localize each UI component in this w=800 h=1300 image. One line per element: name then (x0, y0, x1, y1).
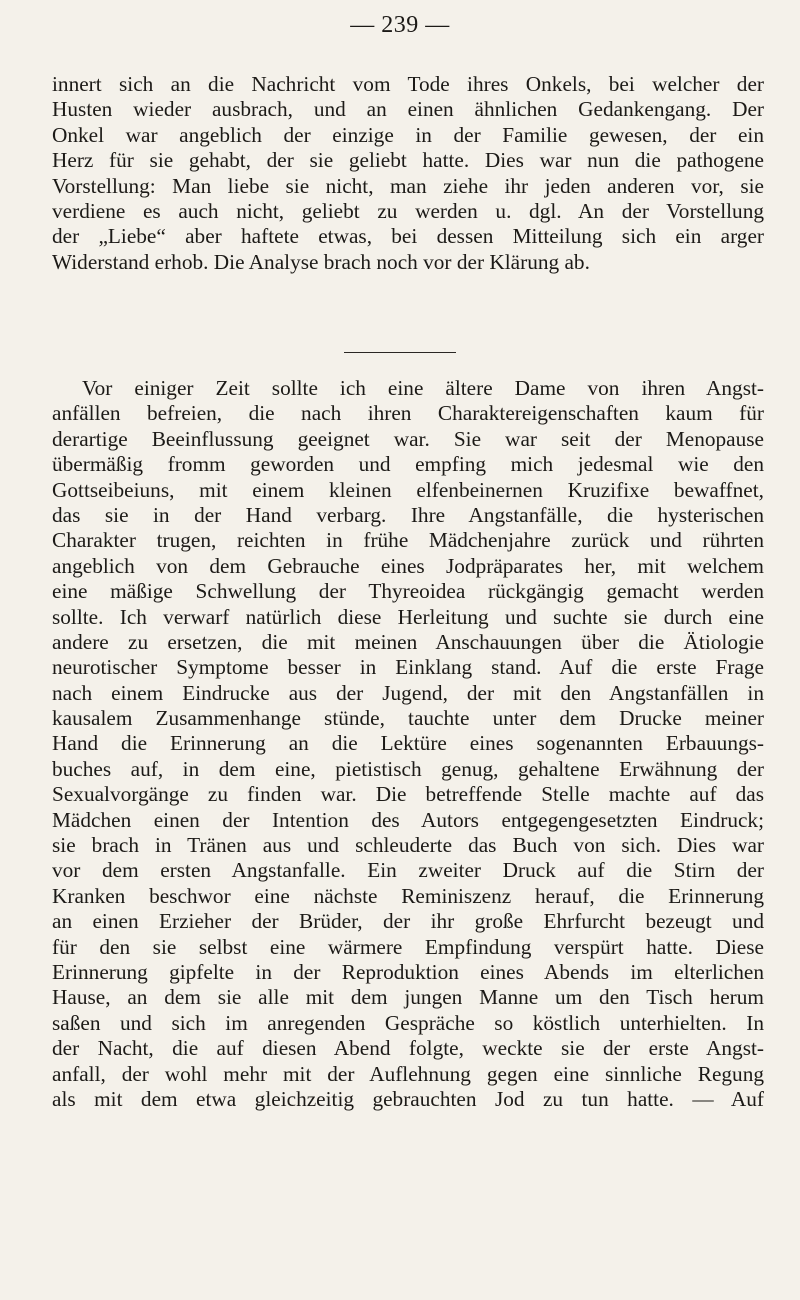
section-divider (344, 352, 456, 353)
text-line: übermäßig fromm geworden und empfing mich jedesmal wie den (52, 452, 764, 477)
page-number: — 239 — (350, 12, 450, 38)
text-line: eine mäßige Schwellung der Thyreoidea rückgängig gemacht werden (52, 579, 764, 604)
text-line: Onkel war angeblich der einzige in der Familie gewesen, der ein (52, 122, 764, 147)
text-line: Vorstellung: Man liebe sie nicht, man ziehe ihr jeden anderen vor, sie (52, 173, 764, 198)
text-line: nach einem Eindrucke aus der Jugend, der mit den Angstanfällen in (52, 680, 764, 705)
text-line: an einen Erzieher der Brüder, der ihr große Ehrfurcht bezeugt und (52, 909, 764, 934)
paragraph-1 (52, 72, 764, 275)
text-line: Erinnerung gipfelte in der Reproduktion eines Abends im elterlichen (52, 959, 764, 984)
text-line: Kranken beschwor eine nächste Reminiszenz herauf, die Erinnerung (52, 883, 764, 908)
text-line: sollte. Ich verwarf natürlich diese Herleitung und suchte sie durch eine (52, 604, 764, 629)
text-line: als mit dem etwa gleichzeitig gebrauchten Jod zu tun hatte. — Auf (52, 1086, 764, 1111)
text-line: verdiene es auch nicht, geliebt zu werden u. dgl. An der Vorstellung (52, 198, 764, 223)
paragraph-2 (52, 376, 764, 1112)
text-line: innert sich an die Nachricht vom Tode ihres Onkels, bei welcher der (52, 72, 764, 96)
text-line: andere zu ersetzen, die mit meinen Anschauungen über die Ätiologie (52, 629, 764, 654)
text-line: anfällen befreien, die nach ihren Charaktereigenschaften kaum für (52, 401, 764, 426)
text-line: Vor einiger Zeit sollte ich eine ältere Dame von ihren Angst- (82, 376, 764, 400)
text-line: der „Liebe“ aber haftete etwas, bei dessen Mitteilung sich ein arger (52, 224, 764, 249)
text-line: Hause, an dem sie alle mit dem jungen Manne um den Tisch herum (52, 985, 764, 1010)
text-line: Widerstand erhob. Die Analyse brach noch vor der Klärung ab. (52, 249, 590, 274)
text-line: derartige Beeinflussung geeignet war. Sie war seit der Menopause (52, 426, 764, 451)
text-line: Sexualvorgänge zu finden war. Die betreffende Stelle machte auf das (52, 782, 764, 807)
text-line: Husten wieder ausbrach, und an einen ähnlichen Gedankengang. Der (52, 97, 764, 122)
text-line: neurotischer Symptome besser in Einklang stand. Auf die erste Frage (52, 655, 764, 680)
text-line: Hand die Erinnerung an die Lektüre eines sogenannten Erbauungs- (52, 731, 764, 756)
text-line: kausalem Zusammenhange stünde, tauchte unter dem Drucke meiner (52, 706, 764, 731)
text-line: der Nacht, die auf diesen Abend folgte, weckte sie der erste Angst- (52, 1036, 764, 1061)
text-line: vor dem ersten Angstanfalle. Ein zweiter Druck auf die Stirn der (52, 858, 764, 883)
text-line: Gottseibeiuns, mit einem kleinen elfenbeinernen Kruzifixe bewaffnet, (52, 477, 764, 502)
text-line: Herz für sie gehabt, der sie geliebt hatte. Dies war nun die pathogene (52, 148, 764, 173)
text-line: Charakter trugen, reichten in frühe Mädchenjahre zurück und rührten (52, 528, 764, 553)
text-line: buches auf, in dem eine, pietistisch genug, gehaltene Erwähnung der (52, 756, 764, 781)
text-line: anfall, der wohl mehr mit der Auflehnung gegen eine sinnliche Regung (52, 1061, 764, 1086)
text-line: sie brach in Tränen aus und schleuderte das Buch von sich. Dies war (52, 833, 764, 858)
text-line: saßen und sich im anregenden Gespräche so köstlich unterhielten. In (52, 1010, 764, 1035)
text-line: das sie in der Hand verbarg. Ihre Angstanfälle, die hysterischen (52, 502, 764, 527)
text-line: für den sie selbst eine wärmere Empfindung verspürt hatte. Diese (52, 934, 764, 959)
text-line: Mädchen einen der Intention des Autors entgegengesetzten Eindruck; (52, 807, 764, 832)
text-line: angeblich von dem Gebrauche eines Jodpräparates her, mit welchem (52, 553, 764, 578)
